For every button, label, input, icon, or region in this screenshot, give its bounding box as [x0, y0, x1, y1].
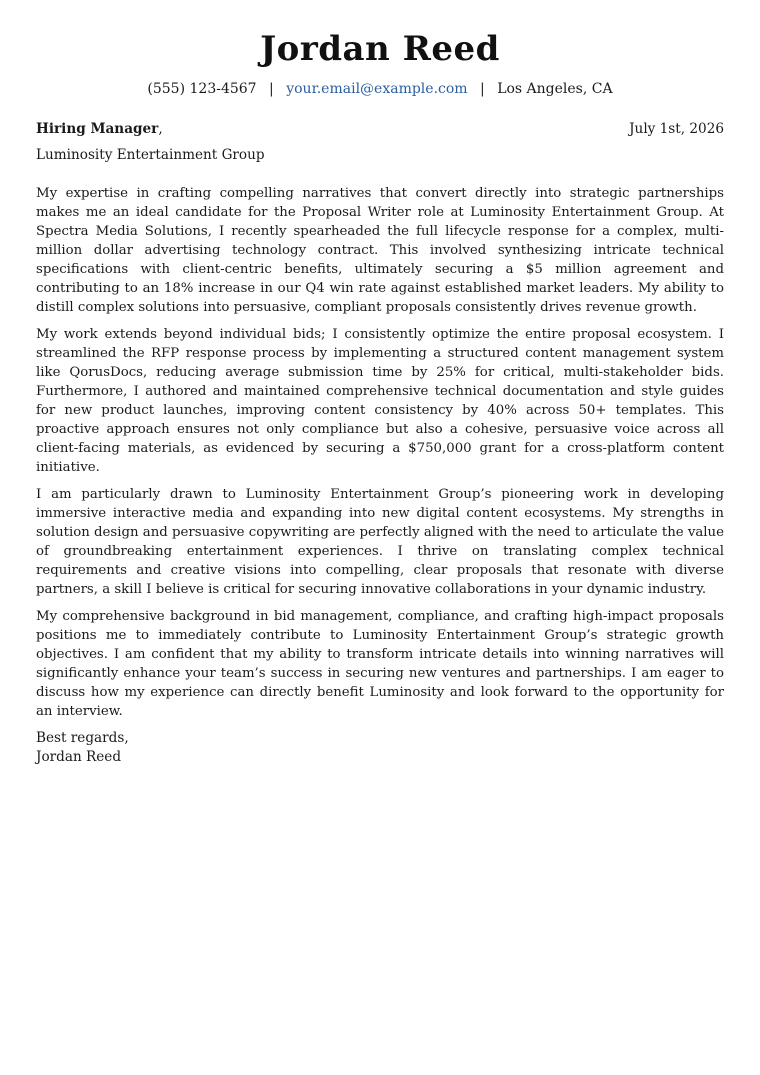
email-link[interactable]: your.email@example.com — [286, 81, 468, 97]
contact-separator: | — [480, 81, 485, 97]
phone-number: (555) 123-4567 — [147, 81, 257, 97]
body-paragraph: I am particularly drawn to Luminosity Entertainment Group’s pioneering work in developing immersive interactive media and expanding into new digital content ecosystems. My strengths in solution design and persuasive copywriting are perfectly aligned with the need to articulate the value of groundbreaking entertainment experiences. I thrive on translating complex technical requirements and creative visions into compelling, clear proposals that resonate with diverse partners, a skill I believe is critical for securing innovative collaborations in your dynamic industry. — [36, 487, 724, 597]
cover-letter-page — [36, 0, 724, 767]
recipient-date-row — [36, 120, 724, 138]
recipient-line — [36, 120, 163, 138]
signature-name: Jordan Reed — [36, 749, 122, 765]
letter-closing — [36, 729, 724, 767]
body-paragraph: My expertise in crafting compelling narratives that convert directly into strategic partnerships makes me an ideal candidate for the Proposal Writer role at Luminosity Entertainment Group. At Spectra Media Solutions, I recently spearheaded the full lifecycle response for a complex, multi-million dollar advertising technology contract. This involved synthesizing intricate technical specifications with client-centric benefits, ultimately securing a $5 million agreement and contributing to an 18% increase in our Q4 win rate against established market leaders. My ability to distill complex solutions into persuasive, compliant proposals consistently drives revenue growth. — [36, 186, 724, 315]
closing-salutation: Best regards, — [36, 730, 129, 746]
contact-line — [36, 80, 724, 98]
recipient-title-suffix: , — [158, 121, 163, 137]
location: Los Angeles, CA — [497, 81, 613, 97]
body-paragraph: My comprehensive background in bid management, compliance, and crafting high-impact proposals positions me to immediately contribute to Luminosity Entertainment Group’s strategic growth objectives. I am confident that my ability to transform intricate details into winning narratives will significantly enhance your team’s success in securing new ventures and partnerships. I am eager to discuss how my experience can directly benefit Luminosity and look forward to the opportunity for an interview. — [36, 609, 724, 719]
applicant-name: Jordan Reed — [260, 29, 500, 69]
body-paragraph: My work extends beyond individual bids; I consistently optimize the entire proposal ecosystem. I streamlined the RFP response process by implementing a structured content management system like QorusDocs, reducing average submission time by 25% for critical, multi-stakeholder bids. Furthermore, I authored and maintained comprehensive technical documentation and style guides for new product launches, improving content consistency by 40% across 50+ templates. This proactive approach ensures not only compliance but also a cohesive, persuasive voice across all client-facing materials, as evidenced by securing a $750,000 grant for a cross-platform content initiative. — [36, 327, 724, 475]
recipient-title: Hiring Manager — [36, 121, 159, 137]
letter-body — [36, 184, 724, 721]
contact-separator: | — [269, 81, 274, 97]
letter-date: July 1st, 2026 — [629, 121, 724, 137]
recipient-company: Luminosity Entertainment Group — [36, 147, 265, 163]
